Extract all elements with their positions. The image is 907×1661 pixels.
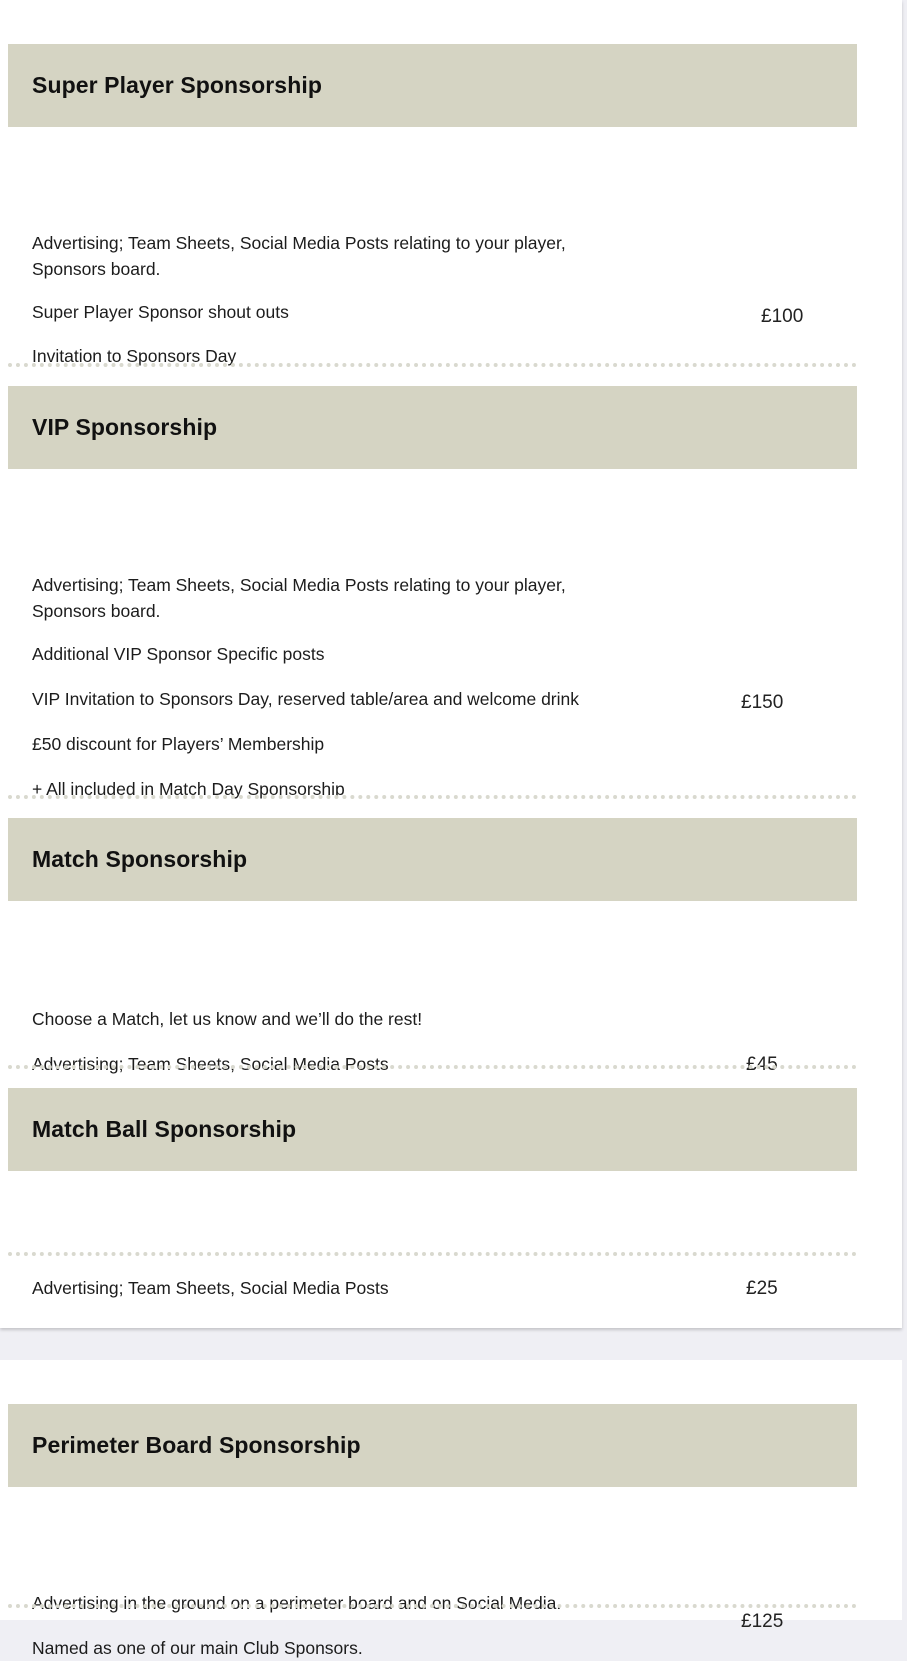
perimeter-card xyxy=(0,1360,902,1658)
benefit-line: Named as one of our main Club Sponsors. xyxy=(32,1638,363,1658)
section-header xyxy=(8,818,857,901)
benefit-line: Advertising; Team Sheets, Social Media Posts xyxy=(32,1054,389,1074)
match-sponsorship-section xyxy=(8,818,857,1075)
section-divider xyxy=(8,1065,857,1069)
vip-sponsorship-section xyxy=(8,386,857,799)
match-ball-sponsorship-section xyxy=(8,1088,857,1299)
benefit-line: Choose a Match, let us know and we’ll do the rest! xyxy=(32,1009,423,1029)
benefit-line: Advertising; Team Sheets, Social Media Posts xyxy=(32,1278,389,1298)
price-label: £45 xyxy=(746,1054,778,1075)
benefit-line: £50 discount for Players’ Membership xyxy=(32,734,325,754)
benefit-line: Invitation to Sponsors Day xyxy=(32,346,237,366)
section-title: VIP Sponsorship xyxy=(32,414,218,440)
section-title: Match Ball Sponsorship xyxy=(32,1116,297,1142)
section-header xyxy=(8,1088,857,1171)
price-label: £125 xyxy=(741,1611,784,1632)
super-player-sponsorship-section xyxy=(8,44,857,366)
section-header xyxy=(8,1404,857,1487)
benefit-line: Advertising; Team Sheets, Social Media Posts relating to your player, Sponsors board. xyxy=(32,233,566,279)
section-divider xyxy=(8,1252,857,1256)
benefit-line: Advertising in the ground on a perimeter board and on Social Media. xyxy=(32,1593,562,1613)
section-header xyxy=(8,386,857,469)
section-divider xyxy=(8,795,857,799)
section-title: Super Player Sponsorship xyxy=(32,72,322,98)
section-divider xyxy=(8,1604,857,1608)
benefit-line: Advertising; Team Sheets, Social Media Posts relating to your player, Sponsors board. xyxy=(32,575,566,621)
benefit-line: Super Player Sponsor shout outs xyxy=(32,302,289,322)
section-divider xyxy=(8,363,857,367)
price-label: £100 xyxy=(761,306,804,327)
benefit-line: + All included in Match Day Sponsorship xyxy=(32,779,345,799)
section-header xyxy=(8,44,857,127)
perimeter-board-sponsorship-section xyxy=(8,1404,857,1658)
benefit-line: Additional VIP Sponsor Specific posts xyxy=(32,644,325,664)
benefit-line: VIP Invitation to Sponsors Day, reserved table/area and welcome drink xyxy=(32,689,580,709)
price-label: £25 xyxy=(746,1278,778,1299)
section-title: Perimeter Board Sponsorship xyxy=(32,1432,361,1458)
price-label: £150 xyxy=(741,692,784,713)
section-title: Match Sponsorship xyxy=(32,846,248,872)
